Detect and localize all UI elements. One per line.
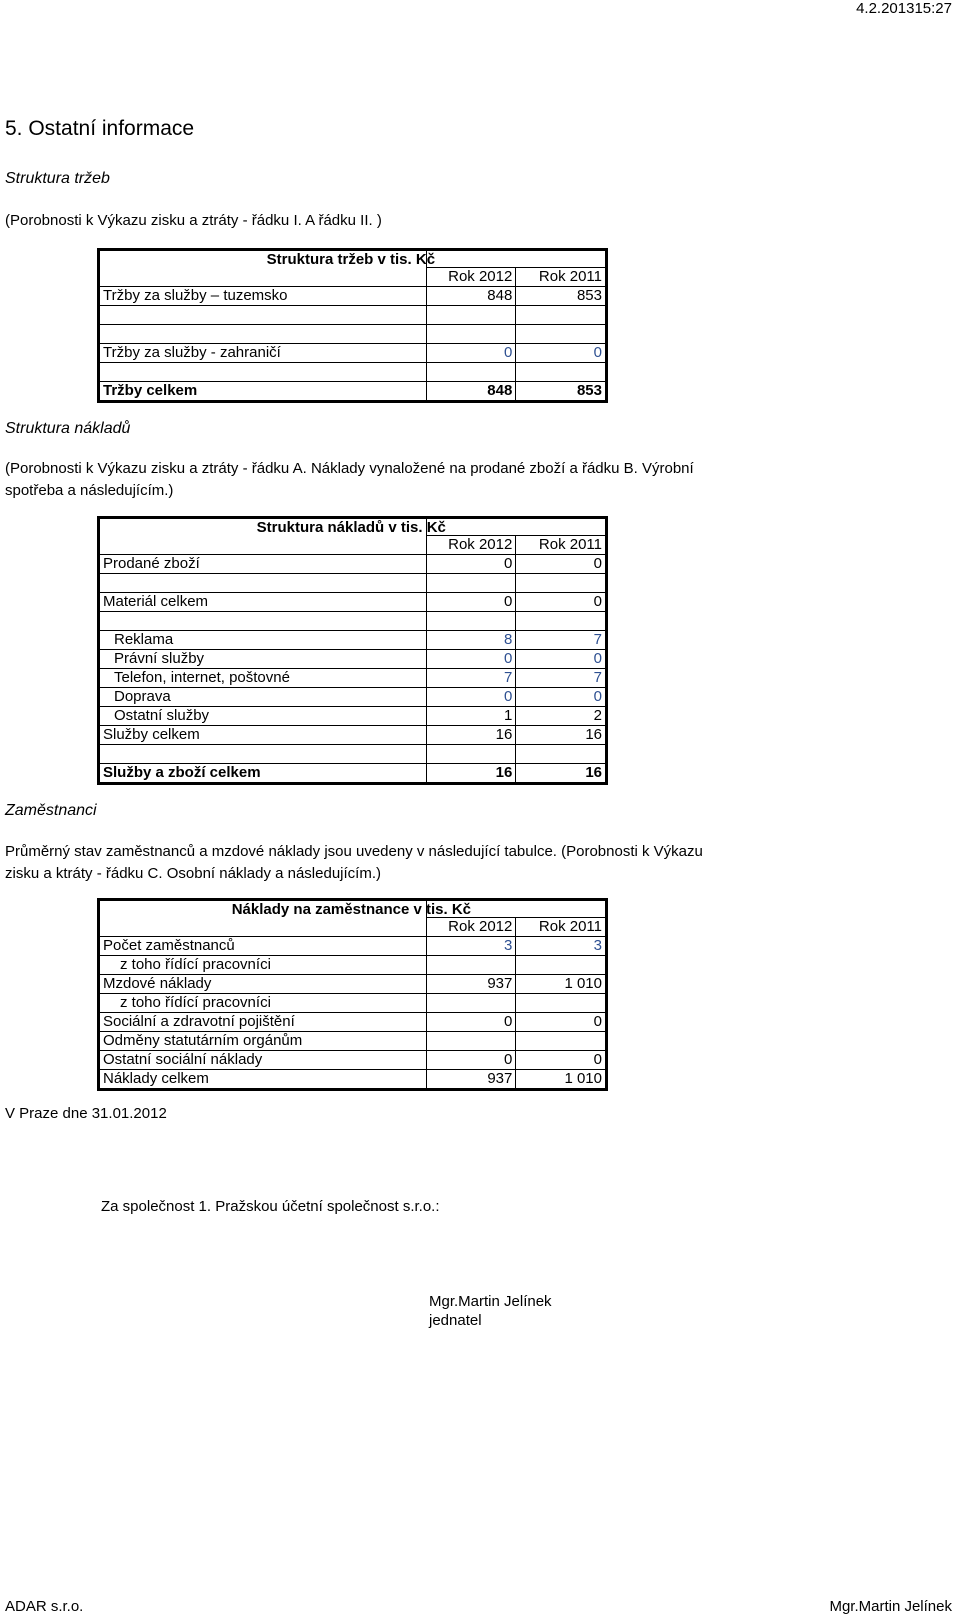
- table-row: Ostatní sociální náklady 0 0: [99, 1051, 607, 1070]
- revenue-table: [97, 248, 608, 403]
- costs-table-title: Struktura nákladů v tis. Kč: [256, 519, 446, 536]
- table-row: Odměny statutárním orgánům: [99, 1032, 607, 1051]
- costs-col-2011: Rok 2011: [516, 536, 607, 555]
- costs-note: (Porobnosti k Výkazu zisku a ztráty - řádku A. Náklady vynaložené na prodané zboží a řádku B. Výrobní spotřeba a následujícím.): [5, 460, 694, 499]
- place-date: V Praze dne 31.01.2012: [5, 1105, 167, 1122]
- employees-table-title: Náklady na zaměstnance v tis. Kč: [231, 901, 471, 918]
- table-row: Prodané zboží 0 0: [99, 555, 607, 574]
- employees-col-2012: Rok 2012: [426, 918, 516, 937]
- signatory-role: jednatel: [429, 1312, 482, 1329]
- costs-table: [97, 516, 608, 785]
- footer-left: ADAR s.r.o.: [5, 1598, 84, 1615]
- timestamp: 4.2.201315:27: [856, 0, 952, 17]
- table-row: Náklady celkem 937 1 010: [99, 1070, 607, 1090]
- signatory-name: Mgr.Martin Jelínek: [429, 1293, 552, 1310]
- table-row: z toho řídící pracovníci: [99, 956, 607, 975]
- table-row: Doprava 0 0: [99, 688, 607, 707]
- revenue-section-title: Struktura tržeb: [5, 170, 110, 187]
- table-row: Telefon, internet, poštovné 7 7: [99, 669, 607, 688]
- table-row: Tržby za služby – tuzemsko 848 853: [99, 287, 607, 306]
- employees-table: [97, 898, 608, 1091]
- table-row: Reklama 8 7: [99, 631, 607, 650]
- revenue-note: (Porobnosti k Výkazu zisku a ztráty - řádku I. A řádku II. ): [5, 212, 382, 229]
- table-row: Služby celkem 16 16: [99, 726, 607, 745]
- page-heading: 5. Ostatní informace: [5, 117, 195, 140]
- employees-section-title: Zaměstnanci: [5, 802, 97, 819]
- costs-section-title: Struktura nákladů: [5, 420, 131, 437]
- employees-note: Průměrný stav zaměstnanců a mzdové náklady jsou uvedeny v následující tabulce. (Porobnosti k Výkazu zisku a ktráty - řádku C. Osobní náklady a následujícím.): [5, 843, 703, 882]
- table-row: Počet zaměstnanců 3 3: [99, 937, 607, 956]
- employees-col-2011: Rok 2011: [516, 918, 607, 937]
- table-row: Právní služby 0 0: [99, 650, 607, 669]
- table-row: Služby a zboží celkem 16 16: [99, 764, 607, 784]
- table-row: Ostatní služby 1 2: [99, 707, 607, 726]
- table-row: Tržby celkem 848 853: [99, 382, 607, 402]
- revenue-table-title: Struktura tržeb v tis. Kč: [266, 251, 436, 268]
- table-row: z toho řídící pracovníci: [99, 994, 607, 1013]
- company-line: Za společnost 1. Pražskou účetní společnost s.r.o.:: [101, 1198, 440, 1215]
- revenue-col-2012: Rok 2012: [426, 268, 516, 287]
- table-row: Sociální a zdravotní pojištění 0 0: [99, 1013, 607, 1032]
- table-row: Tržby za služby - zahraničí 0 0: [99, 344, 607, 363]
- table-row: Materiál celkem 0 0: [99, 593, 607, 612]
- costs-col-2012: Rok 2012: [426, 536, 516, 555]
- footer-right: Mgr.Martin Jelínek: [829, 1598, 952, 1615]
- revenue-col-2011: Rok 2011: [516, 268, 607, 287]
- table-row: Mzdové náklady 937 1 010: [99, 975, 607, 994]
